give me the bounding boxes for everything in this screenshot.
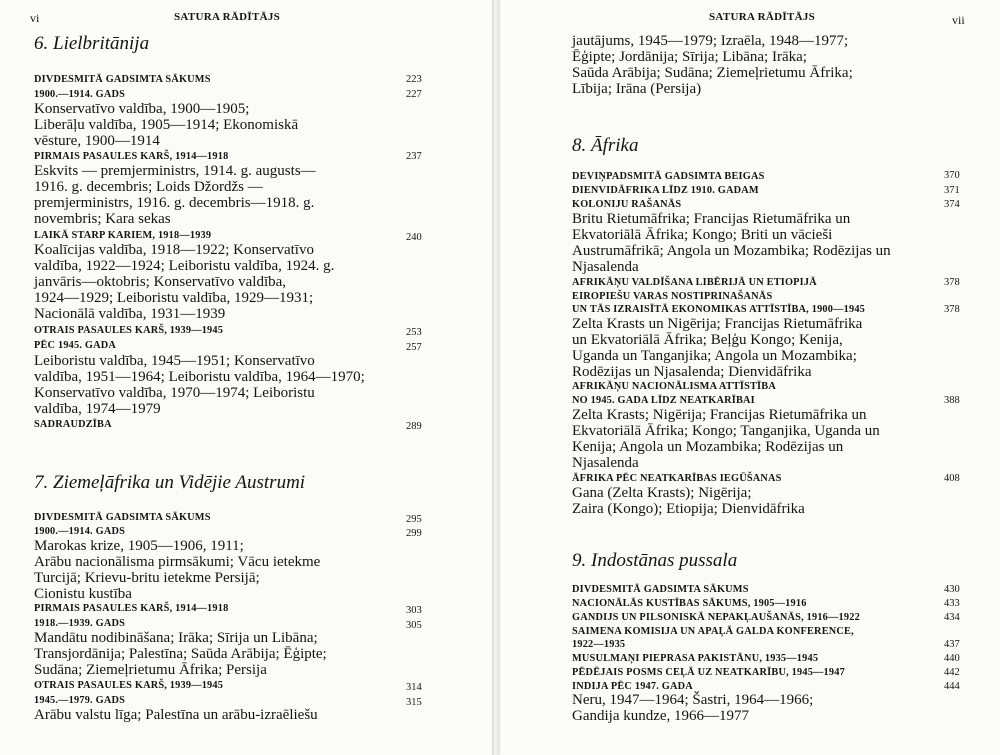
entry-text-line: premjerministrs, 1916. g. decembris—1918. g. (34, 195, 315, 211)
entry-text-line: Zelta Krasts; Nigērija; Francijas Rietumāfrika un (572, 407, 867, 423)
entry-heading: KOLONIJU RAŠANĀS (572, 199, 682, 210)
entry-text-line: Kenija; Angola un Mozambika; Rodēzijas un (572, 439, 844, 455)
entry-text-line: 1916. g. decembris; Loids Džordžs — (34, 179, 263, 195)
continuation-line: Lībija; Irāna (Persija) (572, 81, 702, 97)
continuation-line: Ēģipte; Jordānija; Sīrija; Libāna; Irāka; (572, 49, 807, 65)
running-header: SATURA RĀDĪTĀJS (709, 11, 816, 23)
entry-page: 378 (944, 304, 960, 315)
entry-text-line: Arābu valstu līga; Palestīna un arābu-izraēliešu (34, 707, 318, 723)
entry-page: 444 (944, 681, 960, 692)
entry-page: 433 (944, 598, 960, 609)
entry-heading: PĒDĒJAIS POSMS CEĻĀ UZ NEATKARĪBU, 1945—1947 (572, 667, 845, 678)
section-title: 7. Ziemeļāfrika un Vidējie Austrumi (34, 472, 306, 493)
book-gutter (492, 0, 500, 755)
entry-text-line: Britu Rietumāfrika; Francijas Rietumāfrika un (572, 211, 851, 227)
entry-heading: 1918.—1939. GADS (34, 618, 126, 629)
entry-text-line: Arābu nacionālisma pirmsākumi; Vācu ietekme (34, 554, 321, 570)
section-title: 8. Āfrika (572, 135, 639, 156)
entry-page: 305 (406, 620, 422, 631)
entry-page: 388 (944, 395, 960, 406)
entry-text-line: valdība, 1922—1924; Leiboristu valdība, 1924. g. (34, 258, 335, 274)
entry-page: 295 (406, 514, 422, 525)
entry-text-line: Gandija kundze, 1966—1977 (572, 708, 750, 724)
entry-page: 223 (406, 74, 422, 85)
entry-heading: DIVDESMITĀ GADSIMTA SĀKUMS (34, 74, 211, 85)
entry-text-line: Zelta Krasts un Nigērija; Francijas Rietumāfrika (572, 316, 863, 332)
entry-text-line: Rodēzijas un Njasalenda; Dienvidāfrika (572, 364, 812, 380)
continuation-line: jautājums, 1945—1979; Izraēla, 1948—1977; (572, 33, 849, 49)
entry-text-line: Neru, 1947—1964; Šastri, 1964—1966; (572, 692, 814, 708)
entry-heading: 1900.—1914. GADS (34, 89, 126, 100)
entry-heading: LAIKĀ STARP KARIEM, 1918—1939 (34, 230, 212, 241)
entry-text-line: un Ekvatoriālā Āfrika; Beļģu Kongo; Kenija, (572, 332, 843, 348)
entry-heading: 1945.—1979. GADS (34, 695, 126, 706)
entry-page: 434 (944, 612, 960, 623)
entry-text-line: Gana (Zelta Krasts); Nigērija; (572, 485, 752, 501)
entry-heading: GANDIJS UN PILSONISKĀ NEPAKĻAUŠANĀS, 1916—1922 (572, 612, 860, 623)
entry-text-line: Cionistu kustība (34, 586, 132, 602)
entry-text-line: Njasalenda (572, 455, 639, 471)
entry-text-line: Uganda un Tanganjika; Angola un Mozambika; (572, 348, 857, 364)
entry-heading: DIVDESMITĀ GADSIMTA SĀKUMS (572, 584, 749, 595)
entry-heading: PIRMAIS PASAULES KARŠ, 1914—1918 (34, 151, 229, 162)
entry-page: 440 (944, 653, 960, 664)
entry-heading: DEVIŅPADSMITĀ GADSIMTA BEIGAS (572, 171, 765, 182)
entry-heading: NO 1945. GADA LĪDZ NEATKARĪBAI (572, 395, 755, 406)
entry-text-line: Eskvits — premjerministrs, 1914. g. augusts— (34, 163, 316, 179)
entry-heading: MUSULMAŅI PIEPRASA PAKISTĀNU, 1935—1945 (572, 653, 819, 664)
entry-heading: SAIMENA KOMISIJA UN APAĻĀ GALDA KONFERENCE, (572, 626, 854, 637)
page-number: vi (30, 11, 40, 25)
entry-text-line: valdība, 1974—1979 (34, 401, 161, 417)
page-number: vii (952, 13, 965, 27)
entry-text-line: Leiboristu valdība, 1945—1951; Konservatīvo (34, 353, 315, 369)
entry-heading: 1900.—1914. GADS (34, 526, 126, 537)
entry-text-line: Konservatīvo valdība, 1970—1974; Leiboristu (34, 385, 315, 401)
entry-heading: DIENVIDĀFRIKA LĪDZ 1910. GADAM (572, 185, 759, 196)
entry-text-line: 1924—1929; Leiboristu valdība, 1929—1931; (34, 290, 314, 306)
entry-heading: PĒC 1945. GADA (34, 340, 117, 351)
entry-text-line: Ekvatoriālā Āfrika; Kongo; Tanganjika, Uganda un (572, 423, 880, 439)
entry-page: 253 (406, 327, 422, 338)
right-page (500, 0, 1000, 755)
continuation-line: Saūda Arābija; Sudāna; Ziemeļrietumu Āfrika; (572, 65, 853, 81)
entry-text-line: Turcijā; Krievu-britu ietekme Persijā; (34, 570, 260, 586)
entry-heading: SADRAUDZĪBA (34, 419, 112, 430)
entry-heading: 1922—1935 (572, 639, 626, 650)
entry-page: 315 (406, 697, 422, 708)
entry-text-line: valdība, 1951—1964; Leiboristu valdība, 1964—1970; (34, 369, 365, 385)
section-title: 9. Indostānas pussala (572, 550, 738, 571)
entry-text-line: Ekvatoriālā Āfrika; Kongo; Briti un vācieši (572, 227, 833, 243)
entry-heading: INDIJA PĒC 1947. GADA (572, 681, 693, 692)
entry-page: 371 (944, 185, 960, 196)
entry-text-line: Konservatīvo valdība, 1900—1905; (34, 101, 250, 117)
entry-page: 227 (406, 89, 422, 100)
entry-page: 442 (944, 667, 960, 678)
entry-heading: PIRMAIS PASAULES KARŠ, 1914—1918 (34, 603, 229, 614)
entry-heading: EIROPIEŠU VARAS NOSTIPRINAŠANĀS (572, 291, 773, 302)
entry-page: 314 (406, 682, 422, 693)
entry-page: 378 (944, 277, 960, 288)
entry-page: 289 (406, 421, 422, 432)
entry-page: 237 (406, 151, 422, 162)
running-header: SATURA RĀDĪTĀJS (174, 11, 281, 23)
entry-text-line: Transjordānija; Palestīna; Saūda Arābija; Ēģipte; (34, 646, 327, 662)
entry-text-line: vēsture, 1900—1914 (34, 133, 160, 149)
entry-text-line: novembris; Kara sekas (34, 211, 171, 227)
entry-heading: ĀFRIKA PĒC NEATKARĪBAS IEGŪŠANAS (572, 473, 782, 484)
entry-page: 240 (406, 232, 422, 243)
entry-page: 303 (406, 605, 422, 616)
entry-text-line: janvāris—oktobris; Konservatīvo valdība, (34, 274, 287, 290)
entry-heading: OTRAIS PASAULES KARŠ, 1939—1945 (34, 680, 224, 691)
entry-page: 430 (944, 584, 960, 595)
entry-page: 370 (944, 170, 960, 181)
entry-heading: AFRIKĀŅU NACIONĀLISMA ATTĪSTĪBA (572, 381, 776, 392)
entry-page: 437 (944, 639, 960, 650)
entry-heading: OTRAIS PASAULES KARŠ, 1939—1945 (34, 325, 224, 336)
entry-text-line: Koalīcijas valdība, 1918—1922; Konservatīvo (34, 242, 314, 258)
entry-page: 299 (406, 528, 422, 539)
entry-heading: DIVDESMITĀ GADSIMTA SĀKUMS (34, 512, 211, 523)
entry-heading: AFRIKĀŅU VALDĪŠANA LIBĒRIJĀ UN ETIOPIJĀ (572, 277, 817, 288)
entry-heading: UN TĀS IZRAISĪTĀ EKONOMIKAS ATTĪSTĪBA, 1900—1945 (572, 304, 866, 315)
entry-page: 257 (406, 342, 422, 353)
entry-text-line: Sudāna; Ziemeļrietumu Āfrika; Persija (34, 662, 267, 678)
entry-text-line: Marokas krize, 1905—1906, 1911; (34, 538, 244, 554)
entry-text-line: Liberāļu valdība, 1905—1914; Ekonomiskā (34, 117, 299, 133)
entry-text-line: Nacionālā valdība, 1931—1939 (34, 306, 226, 322)
entry-page: 408 (944, 473, 960, 484)
entry-text-line: Zaira (Kongo); Etiopija; Dienvidāfrika (572, 501, 805, 517)
entry-page: 374 (944, 199, 960, 210)
entry-text-line: Njasalenda (572, 259, 639, 275)
left-page (0, 0, 492, 755)
entry-text-line: Austrumāfrikā; Angola un Mozambika; Rodēzijas un (572, 243, 891, 259)
section-title: 6. Lielbritānija (34, 33, 150, 54)
entry-text-line: Mandātu nodibināšana; Irāka; Sīrija un Libāna; (34, 630, 318, 646)
entry-heading: NACIONĀLĀS KUSTĪBAS SĀKUMS, 1905—1916 (572, 598, 807, 609)
